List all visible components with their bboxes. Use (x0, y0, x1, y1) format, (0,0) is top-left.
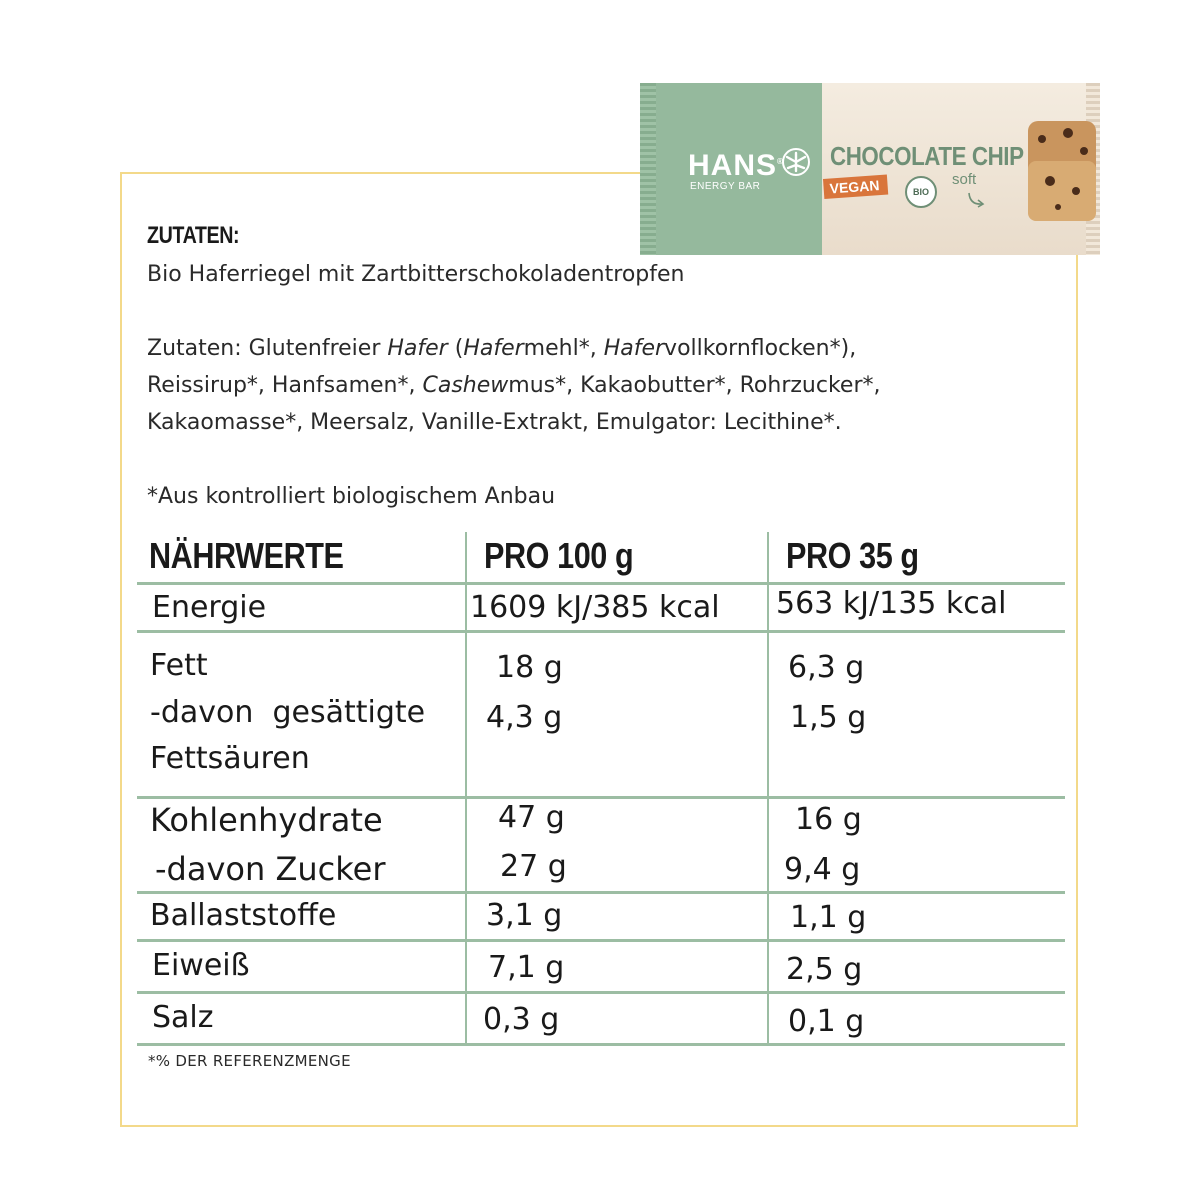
table-divider (137, 891, 1065, 894)
brand-name: HANS® (688, 149, 784, 182)
table-divider (137, 1043, 1065, 1046)
saturated-per100: 4,3 g (486, 700, 563, 735)
nutrition-header-per35: PRO 35 g (786, 535, 919, 576)
hemp-leaf-icon (778, 147, 814, 177)
column-divider (465, 532, 467, 1044)
table-divider (137, 582, 1065, 585)
saturated-per35: 1,5 g (790, 700, 867, 735)
salt-label: Salz (152, 1000, 214, 1035)
saturated-fat-label: -davon gesättigte (150, 695, 426, 730)
fat-per100: 18 g (496, 650, 563, 685)
product-package (640, 83, 1100, 255)
sugar-per100: 27 g (500, 849, 567, 884)
energy-label: Energie (152, 590, 267, 625)
energy-bar-photo (1028, 111, 1098, 229)
ingredients-heading: ZUTATEN: (147, 222, 240, 249)
sugar-label: -davon Zucker (155, 850, 386, 888)
brand-subtitle: ENERGY BAR (690, 181, 761, 192)
fiber-label: Ballaststoffe (150, 898, 337, 933)
flavor-name: CHOCOLATE CHIP (830, 141, 1024, 171)
carbs-per35: 16 g (795, 802, 862, 837)
reference-footnote: *% DER REFERENZMENGE (148, 1052, 351, 1070)
product-description: Bio Haferriegel mit Zartbitterschokoladentropfen (147, 262, 685, 287)
protein-per35: 2,5 g (786, 952, 863, 987)
salt-per100: 0,3 g (483, 1002, 560, 1037)
texture-label: soft (952, 171, 977, 188)
ingredients-line-2: Reissirup*, Hanfsamen*, Cashewmus*, Kakaobutter*, Rohrzucker*, (147, 373, 881, 398)
column-divider (767, 532, 769, 1044)
curved-arrow-icon (966, 191, 988, 209)
organic-note: *Aus kontrolliert biologischem Anbau (147, 484, 556, 509)
table-divider (137, 630, 1065, 633)
saturated-fat-label-2: Fettsäuren (150, 741, 310, 776)
nutrition-header-per100: PRO 100 g (484, 535, 634, 576)
protein-label: Eiweiß (152, 948, 250, 983)
ingredients-line-3: Kakaomasse*, Meersalz, Vanille-Extrakt, Emulgator: Lecithine*. (147, 410, 842, 435)
energy-per35: 563 kJ/135 kcal (776, 586, 1007, 621)
ingredients-line-1: Zutaten: Glutenfreier Hafer (Hafermehl*, Hafervollkornflocken*), (147, 336, 857, 361)
table-divider (137, 991, 1065, 994)
vegan-badge: VEGAN (823, 175, 888, 199)
content-frame (120, 172, 1078, 1127)
fiber-per35: 1,1 g (790, 900, 867, 935)
carbs-per100: 47 g (498, 800, 565, 835)
carbs-label: Kohlenhydrate (150, 801, 383, 839)
fat-label: Fett (150, 648, 208, 683)
table-divider (137, 939, 1065, 942)
sugar-per35: 9,4 g (784, 852, 861, 887)
salt-per35: 0,1 g (788, 1004, 865, 1039)
table-divider (137, 796, 1065, 799)
protein-per100: 7,1 g (488, 950, 565, 985)
bio-seal: BIO (905, 176, 937, 208)
fiber-per100: 3,1 g (486, 898, 563, 933)
fat-per35: 6,3 g (788, 650, 865, 685)
energy-per100: 1609 kJ/385 kcal (470, 590, 720, 625)
package-green-panel (640, 83, 822, 255)
nutrition-header-label: NÄHRWERTE (149, 535, 344, 576)
